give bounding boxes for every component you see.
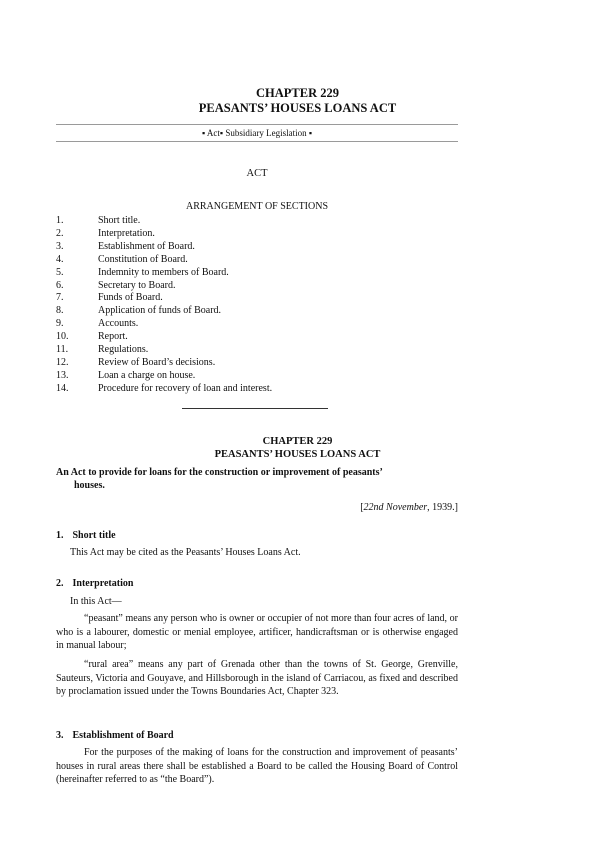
date-rest: , 1939.] bbox=[427, 502, 458, 513]
arrangement-item-number: 2. bbox=[56, 227, 64, 239]
bullet-icon: ▪ bbox=[201, 128, 206, 138]
arrangement-item-number: 4. bbox=[56, 253, 64, 265]
subsidiary-legislation-link[interactable]: Subsidiary Legislation bbox=[225, 128, 307, 138]
arrangement-item-title: Interpretation. bbox=[98, 227, 155, 239]
arrangement-item[interactable] bbox=[56, 254, 458, 267]
bullet-icon: ▪ bbox=[219, 128, 224, 138]
arrangement-item-number: 12. bbox=[56, 356, 69, 368]
arrangement-item[interactable] bbox=[56, 267, 458, 280]
commencement-date bbox=[56, 502, 458, 513]
arrangement-item[interactable] bbox=[56, 318, 458, 331]
section-number: 3. bbox=[56, 730, 64, 741]
section-title: Establishment of Board bbox=[72, 730, 174, 741]
arrangement-item-number: 6. bbox=[56, 279, 64, 291]
arrangement-item-number: 11. bbox=[56, 344, 69, 355]
body-act-title: PEASANTS’ HOUSES LOANS ACT bbox=[214, 449, 381, 460]
arrangement-item[interactable] bbox=[56, 280, 458, 293]
act-label: ACT bbox=[246, 168, 268, 179]
act-title: PEASANTS’ HOUSES LOANS ACT bbox=[198, 101, 397, 115]
section-number: 2. bbox=[56, 578, 64, 589]
arrangement-item-title: Accounts. bbox=[98, 318, 139, 330]
arrangement-item-title: Loan a charge on house. bbox=[98, 369, 196, 381]
arrangement-item-title: Regulations. bbox=[98, 344, 149, 355]
section-divider bbox=[182, 408, 328, 409]
arrangement-item-number: 10. bbox=[56, 331, 69, 343]
arrangement-item-title: Indemnity to members of Board. bbox=[98, 266, 229, 278]
arrangement-item-number: 9. bbox=[56, 318, 64, 330]
arrangement-item-title: Procedure for recovery of loan and interest. bbox=[98, 382, 273, 394]
arrangement-item-number: 5. bbox=[56, 266, 64, 278]
long-title-line1: An Act to provide for loans for the construction or improvement of peasants’ bbox=[56, 467, 383, 478]
arrangement-item-title: Short title. bbox=[98, 215, 141, 226]
long-title bbox=[56, 466, 458, 492]
section-number: 1. bbox=[56, 530, 64, 541]
section-2-heading bbox=[56, 578, 133, 589]
date-italic: 22nd November bbox=[363, 502, 428, 513]
date-open: [ bbox=[360, 502, 364, 513]
arrangement-item-number: 7. bbox=[56, 292, 64, 304]
arrangement-item[interactable] bbox=[56, 331, 458, 344]
arrangement-item-number: 1. bbox=[56, 215, 64, 226]
definition-rural-area: “rural area” means any part of Grenada other than the towns of St. George, Grenville, Sauteurs, Victoria and Gouyave, and Hillsborough in the island of Carriacou, as fixed and described by proclamation issued under the Towns Boundaries Act, Chapter 323. bbox=[56, 659, 458, 697]
arrangement-item-title: Report. bbox=[98, 331, 128, 343]
arrangement-item[interactable] bbox=[56, 370, 458, 383]
act-link[interactable]: Act bbox=[206, 128, 220, 138]
arrangement-item-number: 14. bbox=[56, 382, 69, 394]
top-rule bbox=[56, 124, 458, 125]
arrangement-item-number: 3. bbox=[56, 240, 64, 252]
legislation-nav bbox=[56, 128, 458, 138]
section-1-text: This Act may be cited as the Peasants’ Houses Loans Act. bbox=[70, 547, 301, 558]
body-chapter-number: CHAPTER 229 bbox=[262, 436, 333, 447]
arrangement-title: ARRANGEMENT OF SECTIONS bbox=[185, 201, 329, 212]
section-3-heading bbox=[56, 730, 174, 741]
definition-peasant: “peasant” means any person who is owner or occupier of not more than four acres of land, or who is a labourer, domestic or menial employee, artificer, handicraftsman or is otherwise engaged in manual labour; bbox=[56, 613, 458, 651]
arrangement-item-title: Secretary to Board. bbox=[98, 279, 176, 291]
arrangement-item-title: Constitution of Board. bbox=[98, 253, 188, 265]
arrangement-item[interactable] bbox=[56, 305, 458, 318]
arrangement-item-title: Review of Board’s decisions. bbox=[98, 356, 216, 368]
bullet-icon: ▪ bbox=[308, 128, 313, 138]
arrangement-item[interactable] bbox=[56, 228, 458, 241]
arrangement-item[interactable] bbox=[56, 292, 458, 305]
arrangement-item-title: Establishment of Board. bbox=[98, 240, 195, 252]
section-3-text: For the purposes of the making of loans for the construction and improvement of peasants’ houses in rural areas there shall be established a Board to be called the Housing Board of Control (hereinafter referred to as “the Board”). bbox=[56, 747, 458, 785]
section-title: Short title bbox=[72, 530, 116, 541]
arrangement-item[interactable] bbox=[56, 215, 458, 228]
arrangement-item-title: Application of funds of Board. bbox=[98, 305, 222, 317]
arrangement-item-number: 8. bbox=[56, 305, 64, 317]
long-title-line2: houses. bbox=[74, 480, 105, 491]
section-1-heading bbox=[56, 530, 116, 541]
section-title: Interpretation bbox=[72, 578, 134, 589]
nav-bottom-rule bbox=[56, 141, 458, 142]
arrangement-item[interactable] bbox=[56, 357, 458, 370]
arrangement-item[interactable] bbox=[56, 344, 458, 357]
section-2-intro: In this Act— bbox=[70, 596, 122, 607]
arrangement-item-title: Funds of Board. bbox=[98, 292, 163, 304]
arrangement-item[interactable] bbox=[56, 383, 458, 396]
arrangement-item[interactable] bbox=[56, 241, 458, 254]
chapter-number: CHAPTER 229 bbox=[256, 86, 339, 100]
arrangement-item-number: 13. bbox=[56, 369, 69, 381]
